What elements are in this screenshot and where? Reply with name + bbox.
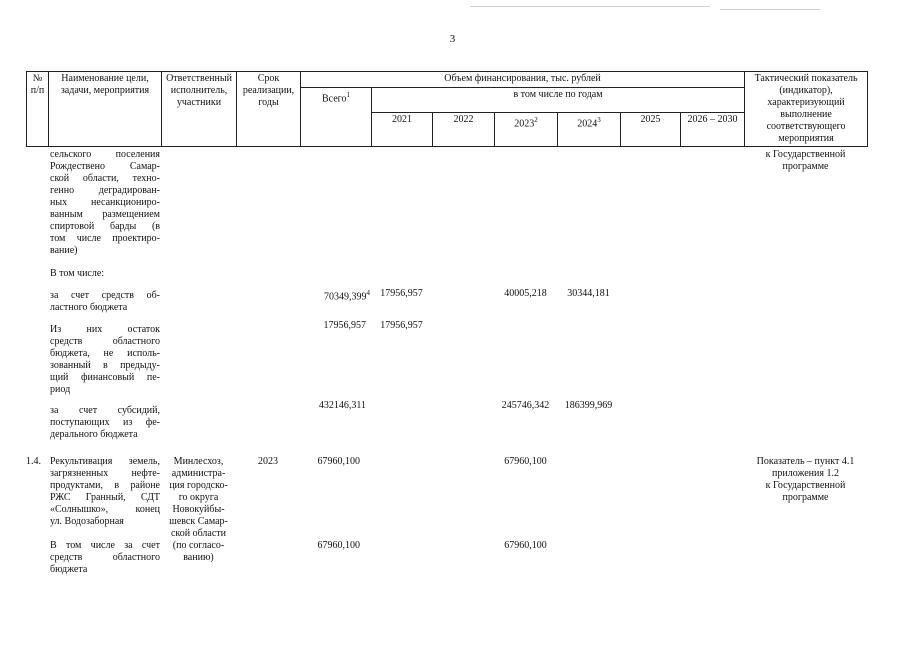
item-term: 2023 — [258, 456, 278, 467]
header-volume: Объем финансирования, тыс. рублей — [301, 72, 745, 88]
item-regional-2023: 67960,100 — [504, 540, 547, 551]
including-label: В том числе: — [50, 268, 105, 279]
page-number: 3 — [449, 33, 456, 45]
header-year-2021: 2021 — [372, 113, 433, 147]
federal-subsidy-2024: 186399,969 — [564, 400, 613, 411]
continued-name: сельского поселения Рождествено Самар- ской области, техно- генно деградирован- ных несанкциониро- ванным размещением спиртовой барды (в том числе проектиро- вание) — [50, 149, 160, 256]
header-term: Срок реализации, годы — [237, 72, 301, 147]
remainder-total: 17956,957 — [323, 320, 366, 331]
continued-indicator: к Государственной программе — [765, 149, 846, 172]
header-year-2022: 2022 — [433, 113, 495, 147]
header-total: Всего$^1$ — [301, 88, 372, 147]
financing-table — [26, 71, 867, 647]
federal-subsidy-name: за счет субсидий, поступающих из фе- дерального бюджета — [50, 405, 160, 440]
header-num: № п/п — [27, 72, 49, 147]
item-2023: 67960,100 — [504, 456, 547, 467]
regional-budget-2023: 40005,218 — [504, 288, 547, 299]
remainder-name: Из них остаток средств областного бюджета, не исполь- зованный в предыду- щий финансовый пе- риод — [50, 324, 160, 395]
header-indicator: Тактический показатель (индикатор), характеризующий выполнение соответствующего мероприятия — [745, 72, 868, 147]
header-year-2026-2030: 2026 – 2030 — [681, 113, 745, 147]
regional-budget-2021: 17956,957 — [380, 288, 423, 299]
header-year-2023: 2023$^2$ — [495, 113, 558, 147]
scan-artifact-line — [720, 9, 820, 10]
item-name: Рекультивация земель, загрязненных нефте- продуктами, в районе РЖС Гранный, СДТ «Солнышко», конец ул. Водозаборная — [50, 456, 160, 527]
header-name: Наименование цели, задачи, мероприятия — [49, 72, 162, 147]
regional-budget-total: 70349,399$^4$ — [324, 289, 370, 303]
regional-budget-name: за счет средств об- ластного бюджета — [50, 290, 160, 313]
item-regional-name: В том числе за счет средств областного бюджета — [50, 540, 160, 575]
item-regional-total: 67960,100 — [317, 540, 360, 551]
header-year-2024: 2024$^3$ — [558, 113, 621, 147]
regional-budget-2024: 30344,181 — [567, 288, 610, 299]
table-body — [26, 147, 867, 647]
remainder-2021: 17956,957 — [380, 320, 423, 331]
item-number: 1.4. — [26, 456, 41, 467]
federal-subsidy-total: 432146,311 — [318, 400, 366, 411]
header-by-years: в том числе по годам — [372, 88, 745, 113]
header-executor: Ответственный исполнитель, участники — [162, 72, 237, 147]
scan-artifact-line — [470, 6, 710, 7]
item-indicator: Показатель – пункт 4.1 приложения 1.2 к Государственной программе — [756, 456, 855, 503]
item-total: 67960,100 — [317, 456, 360, 467]
table-header — [26, 71, 868, 147]
item-executor: Минлесхоз, администра- ция городско- го округа Новокуйбы- шевск Самар- ской области (по согласо- ванию) — [169, 456, 228, 563]
header-year-2025: 2025 — [621, 113, 681, 147]
federal-subsidy-2023: 245746,342 — [501, 400, 550, 411]
